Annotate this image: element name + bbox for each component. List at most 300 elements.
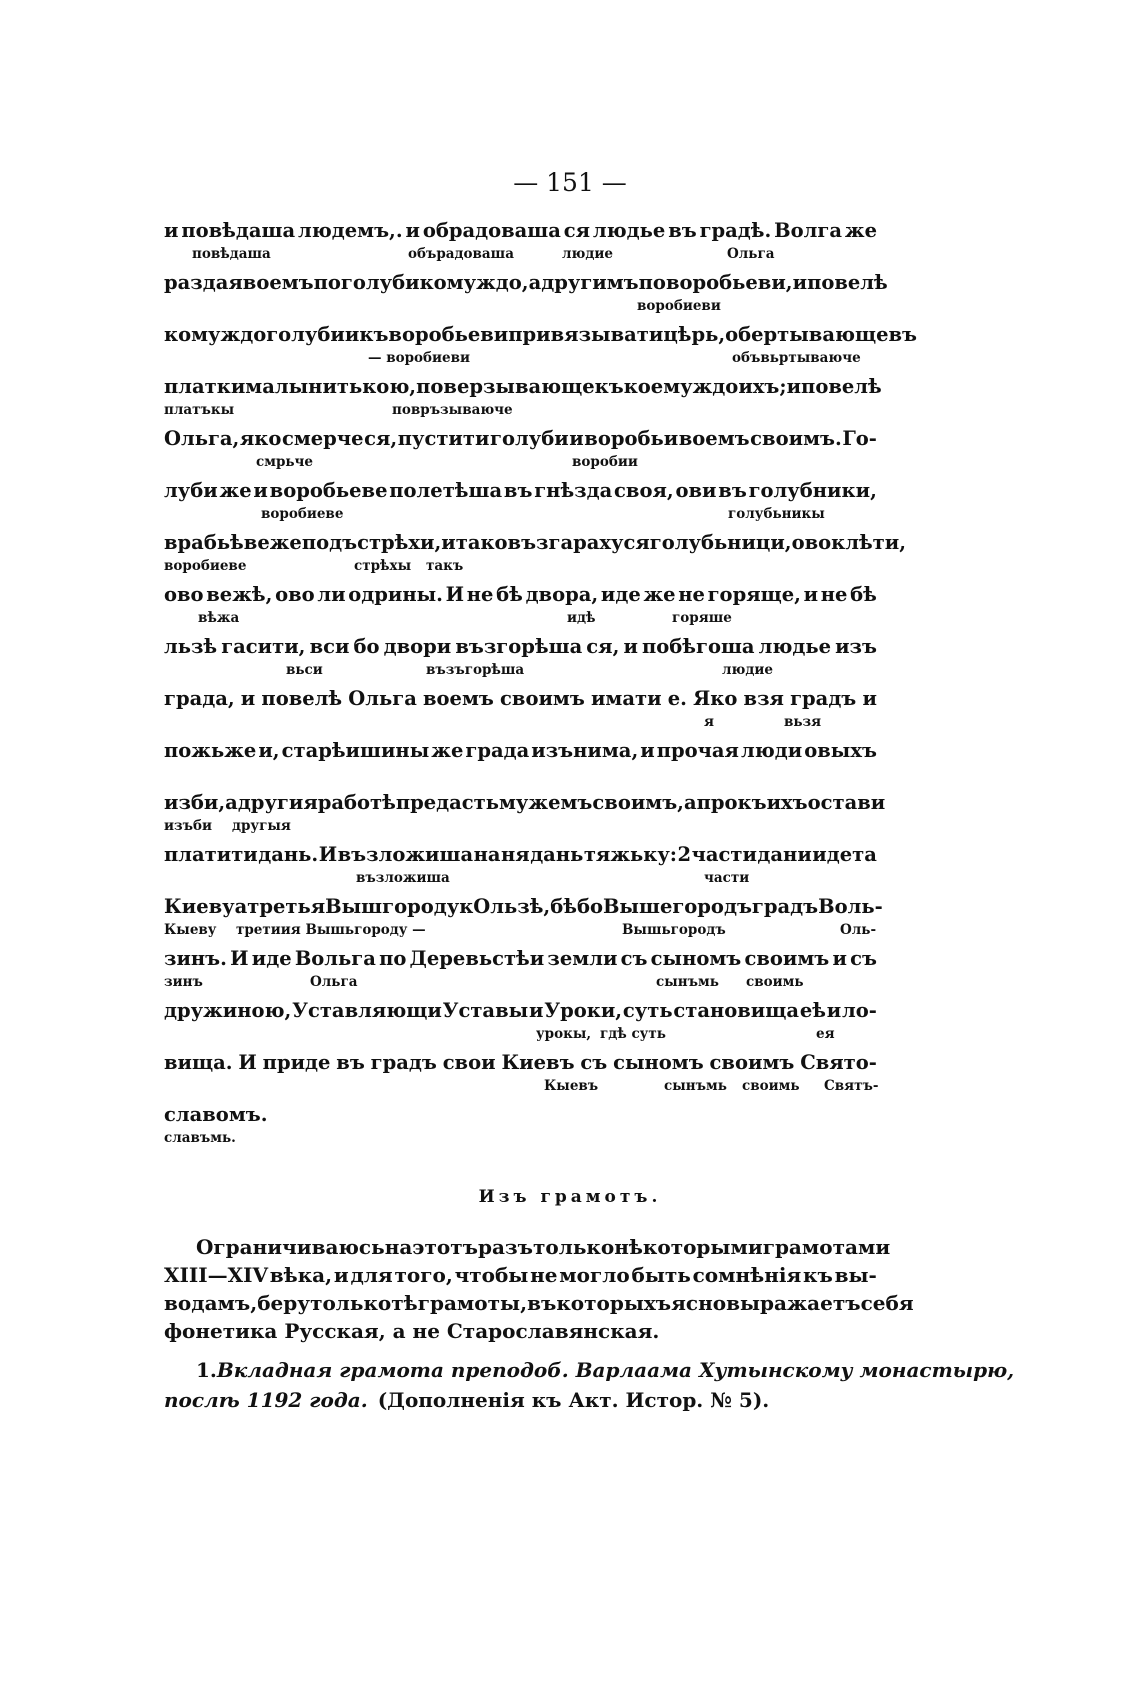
word: и <box>528 999 544 1022</box>
word: к <box>459 895 474 918</box>
word: въ <box>718 479 747 502</box>
word: не <box>820 583 848 606</box>
word: еѣ <box>799 999 826 1022</box>
gloss-line <box>164 972 877 998</box>
word: людье <box>592 219 666 242</box>
gloss-word: зинъ <box>164 974 203 990</box>
paragraph-line <box>164 1261 877 1289</box>
word: для <box>350 1263 393 1287</box>
main-text-line <box>164 998 877 1024</box>
word: льзѣ <box>164 635 218 658</box>
word: людье <box>758 635 832 658</box>
word: ово <box>275 583 315 606</box>
gloss-line <box>164 868 877 894</box>
word: бѣ <box>850 583 877 606</box>
gloss-word: объвьртываюче <box>732 350 861 366</box>
word: комуждо, <box>419 271 529 294</box>
gloss-word: горяше <box>672 610 732 626</box>
main-text-line <box>164 374 882 400</box>
word: Уроки, <box>544 999 623 1022</box>
word: а <box>683 791 697 814</box>
word: тѣ <box>391 1291 418 1315</box>
citation-title-part2: послѣ 1192 года. <box>164 1388 368 1412</box>
word: повелѣ <box>261 687 343 710</box>
word: и <box>253 479 268 502</box>
main-text-line <box>164 530 907 556</box>
gloss-word: стрѣхы <box>354 558 412 574</box>
word: повелѣ <box>801 375 882 398</box>
word: чтобы <box>454 1263 529 1287</box>
word: обрадоваша <box>422 219 561 242</box>
word: къ <box>594 375 624 398</box>
word: и <box>405 219 420 242</box>
gloss-word: своимь <box>742 1078 800 1094</box>
citation-line-1 <box>164 1355 1015 1385</box>
word: сыномъ <box>613 1051 704 1074</box>
word: повѣдаша <box>181 219 296 242</box>
word: людемъ,. <box>297 219 403 242</box>
word: градѣ. <box>699 219 772 242</box>
word: идета <box>812 843 877 866</box>
gloss-word: изъби <box>164 818 213 834</box>
word: старѣишины <box>281 739 430 762</box>
gloss-line <box>164 1128 877 1154</box>
word: своимъ <box>709 1051 795 1074</box>
word: гасити, <box>221 635 306 658</box>
word: вы- <box>834 1263 877 1287</box>
main-text-line <box>164 218 877 244</box>
word: иде <box>251 947 292 970</box>
main-text-line <box>164 478 877 504</box>
word: воробьеви, <box>665 271 793 294</box>
word: по <box>313 271 341 294</box>
word: голубники, <box>748 479 877 502</box>
gloss-word: — воробиеви <box>368 350 471 366</box>
word: клѣти, <box>831 531 907 554</box>
word: къ <box>359 323 389 346</box>
word: пустити <box>397 427 490 450</box>
word: 2 <box>677 843 692 866</box>
word: И <box>238 1051 257 1074</box>
word: Яко <box>693 687 738 710</box>
word: ихъ <box>766 791 808 814</box>
word: въ <box>336 1051 365 1074</box>
gloss-line <box>164 296 877 322</box>
gloss-word: Святъ- <box>824 1078 879 1094</box>
word: только <box>533 1235 615 1259</box>
word: гнѣзда <box>534 479 613 502</box>
word: въ <box>527 1291 557 1315</box>
word: воробьеви <box>388 323 509 346</box>
word: голуби <box>340 271 420 294</box>
word: градъ <box>790 687 857 710</box>
paragraph-line <box>164 1233 891 1261</box>
gloss-line <box>164 1024 877 1050</box>
gloss-word: Кыеву <box>164 922 217 938</box>
word: воемъ <box>423 687 494 710</box>
gloss-line <box>164 608 877 634</box>
word: двора, <box>525 583 599 606</box>
gloss-line <box>164 452 877 478</box>
gloss-word: Ольга <box>310 974 358 990</box>
word: же <box>643 583 676 606</box>
word: въ <box>668 219 697 242</box>
word: бѣ <box>496 583 523 606</box>
word: и <box>623 635 638 658</box>
word: луби <box>164 479 218 502</box>
word: Уставы <box>442 999 529 1022</box>
word: воробьи <box>584 427 679 450</box>
main-text-line <box>164 686 877 712</box>
word: и <box>441 531 456 554</box>
main-text-line <box>164 426 877 452</box>
word: не <box>466 583 494 606</box>
word: и <box>832 947 847 970</box>
citation-line-2 <box>164 1385 877 1415</box>
word: И <box>230 947 249 970</box>
word: И <box>318 843 338 866</box>
word: поверзывающе <box>416 375 595 398</box>
word: раздая <box>164 271 243 294</box>
word: своимъ <box>744 947 830 970</box>
gloss-word: урокы, <box>536 1026 592 1042</box>
word: Го- <box>842 427 877 450</box>
gloss-word: идѣ <box>567 610 596 626</box>
word: Воль- <box>818 895 883 918</box>
main-text-line <box>164 842 877 868</box>
main-text-line <box>164 582 877 608</box>
word: града, <box>164 687 235 710</box>
word: цѣрь, <box>663 323 726 346</box>
word: грамотами <box>762 1235 891 1259</box>
main-text-line: славомъ. <box>164 1103 268 1126</box>
word: малы <box>245 375 309 398</box>
word: горяще, <box>707 583 801 606</box>
word: грамоты, <box>417 1291 528 1315</box>
word: имати <box>590 687 662 710</box>
word: Киевъ <box>501 1051 575 1074</box>
gloss-word: вѣжа <box>198 610 240 626</box>
word: разъ <box>477 1235 534 1259</box>
gloss-word: повѣдаша <box>192 246 271 262</box>
gloss-word: воробии <box>572 454 638 470</box>
word: дань <box>530 843 584 866</box>
page-number: — 151 — <box>513 168 627 197</box>
word: этотъ <box>412 1235 478 1259</box>
word: въ <box>888 323 917 346</box>
gloss-word: вьзя <box>784 714 822 730</box>
word: бо <box>576 895 603 918</box>
word: земли <box>547 947 618 970</box>
word: Ограничиваюсь <box>196 1235 385 1259</box>
word: же <box>431 739 464 762</box>
word: тяжьку: <box>583 843 678 866</box>
word: другимъ <box>541 271 639 294</box>
section-title: Изъ грамотъ. <box>478 1187 662 1207</box>
word: коемуждо <box>623 375 739 398</box>
word: ли <box>317 583 346 606</box>
word: бо <box>353 635 380 658</box>
word: и <box>786 375 802 398</box>
citation <box>164 1355 1015 1415</box>
word: не <box>530 1263 558 1287</box>
word: ло- <box>842 999 877 1022</box>
main-text-line <box>164 634 877 660</box>
gloss-word: възложиша <box>356 870 450 886</box>
gloss-word: Ольга <box>727 246 775 262</box>
word: дружиною, <box>164 999 292 1022</box>
word: своимъ, <box>592 791 684 814</box>
word: съ <box>850 947 877 970</box>
word: прочая <box>656 739 739 762</box>
word: и <box>240 687 256 710</box>
word: люди <box>740 739 803 762</box>
word: градъ <box>751 895 819 918</box>
word: ихъ; <box>738 375 787 398</box>
word: приде <box>262 1051 331 1074</box>
word: третья <box>247 895 326 918</box>
word: а <box>234 895 248 918</box>
word: обертывающе <box>725 323 889 346</box>
gloss-word: воробиеве <box>164 558 247 574</box>
word: а <box>225 791 238 814</box>
gloss-word: людие <box>562 246 613 262</box>
word: воемъ <box>242 271 314 294</box>
word: иде <box>600 583 641 606</box>
word: Киеву <box>164 895 235 918</box>
word: яко <box>239 427 282 450</box>
word: пожьже <box>164 739 257 762</box>
gloss-word: своимь <box>746 974 804 990</box>
word: вѣка, <box>269 1263 333 1287</box>
word: того, <box>394 1263 453 1287</box>
word: ня <box>501 843 530 866</box>
main-text-line <box>164 270 888 296</box>
word: части <box>691 843 757 866</box>
word: изънима, <box>531 739 639 762</box>
word: дань. <box>258 843 319 866</box>
word: и <box>333 1263 349 1287</box>
word: не <box>678 583 705 606</box>
word: овыхъ <box>804 739 877 762</box>
word: выражаетъ <box>726 1291 861 1315</box>
word: сомнѣнія <box>692 1263 802 1287</box>
citation-source: (Дополненія къ Акт. Истор. № 5). <box>377 1388 770 1412</box>
gloss-word: части <box>704 870 750 886</box>
word: побѣгоша <box>642 635 755 658</box>
gloss-word: сынъмь <box>656 974 719 990</box>
word: тако <box>455 531 508 554</box>
word: голубьници, <box>649 531 792 554</box>
word: и <box>164 219 179 242</box>
word: ясно <box>671 1291 727 1315</box>
paragraph-line <box>164 1289 914 1317</box>
word: града <box>465 739 530 762</box>
word: изъ <box>835 635 877 658</box>
word: работѣ <box>317 791 396 814</box>
word: и <box>344 323 360 346</box>
word: Вольга <box>294 947 376 970</box>
word: беру <box>257 1291 311 1315</box>
word: Ольга, <box>164 427 240 450</box>
main-text-line <box>164 894 883 920</box>
word: же <box>219 479 252 502</box>
interlinear-text <box>164 218 917 1154</box>
word: свои <box>442 1051 496 1074</box>
word: которыхъ <box>556 1291 672 1315</box>
word: же <box>269 531 302 554</box>
word: и <box>792 271 808 294</box>
main-text-line <box>164 322 917 348</box>
word: ово <box>164 583 204 606</box>
gloss-word: възъгорѣша <box>426 662 525 678</box>
word: же <box>844 219 877 242</box>
word: възгараху <box>507 531 624 554</box>
word: одрины. <box>348 583 443 606</box>
gloss-line <box>164 244 877 270</box>
word: взя <box>743 687 784 710</box>
gloss-word: гдѣ суть <box>600 1026 666 1042</box>
word: сыномъ <box>650 947 742 970</box>
gloss-word: сынъмь <box>664 1078 727 1094</box>
gloss-word: людие <box>722 662 773 678</box>
word: градъ <box>370 1051 437 1074</box>
word: предасть <box>395 791 499 814</box>
word: Деревьстѣи <box>409 947 545 970</box>
word: съ <box>620 947 648 970</box>
main-text-line <box>164 738 877 764</box>
word: только <box>310 1291 392 1315</box>
intro-paragraph <box>164 1233 914 1345</box>
main-text-line <box>164 790 886 816</box>
gloss-line <box>164 400 877 426</box>
gloss-line <box>164 816 877 842</box>
word: ся, <box>586 635 620 658</box>
gloss-word: ея <box>816 1026 835 1042</box>
word: воемъ <box>678 427 750 450</box>
word: платки <box>164 375 246 398</box>
main-text-line <box>164 946 877 972</box>
word: и <box>569 427 584 450</box>
word: а <box>528 271 542 294</box>
gloss-word: платъкы <box>164 402 235 418</box>
paragraph-line: фонетика Русская, а не Старославянская. <box>164 1319 660 1343</box>
word: остави <box>807 791 886 814</box>
word: врабьѣве <box>164 531 270 554</box>
gloss-line <box>164 504 877 530</box>
word: мужемъ <box>498 791 593 814</box>
word: комуждо <box>164 323 267 346</box>
word: водамъ, <box>164 1291 258 1315</box>
word: своимъ. <box>750 427 842 450</box>
word: ся, <box>364 427 398 450</box>
word: своимъ <box>500 687 585 710</box>
word: двори <box>383 635 452 658</box>
gloss-line <box>164 660 877 686</box>
word: привязывати <box>508 323 664 346</box>
citation-title-part1: Вкладная грамота преподоб. Варлаама Хутынскому монастырю, <box>216 1358 1015 1382</box>
word: и <box>803 583 819 606</box>
gloss-word: Кыевъ <box>544 1078 599 1094</box>
word: подъ <box>301 531 358 554</box>
word: платити <box>164 843 258 866</box>
word: възложиша <box>337 843 474 866</box>
word: нитькою, <box>308 375 417 398</box>
word: вища. <box>164 1051 233 1074</box>
word: Уставляющи <box>292 999 442 1022</box>
word: на <box>384 1235 413 1259</box>
word: изби, <box>164 791 226 814</box>
citation-number: 1. <box>196 1358 217 1382</box>
word: вси <box>309 635 350 658</box>
word: и <box>640 739 655 762</box>
word: голуби <box>266 323 345 346</box>
gloss-line <box>164 920 877 946</box>
word: XIII—XIV <box>164 1263 268 1287</box>
word: Вышегородъ <box>602 895 752 918</box>
word: и <box>862 687 877 710</box>
word: И <box>445 583 465 606</box>
gloss-line <box>164 764 877 790</box>
word: въ <box>503 479 533 502</box>
word: себя <box>860 1291 914 1315</box>
gloss-word: повръзываюче <box>392 402 513 418</box>
word: вежѣ, <box>206 583 273 606</box>
gloss-word: воробиеви <box>637 298 721 314</box>
gloss-line <box>164 556 877 582</box>
gloss-line <box>164 1076 877 1102</box>
gloss-line <box>164 348 877 374</box>
word: Ользѣ, <box>473 895 551 918</box>
word: бѣ <box>550 895 577 918</box>
word: своя, <box>614 479 674 502</box>
word: ови <box>675 479 717 502</box>
word: е. <box>667 687 687 710</box>
gloss-word: другыя <box>232 818 291 834</box>
word: ово <box>791 531 832 554</box>
word: смерче <box>281 427 364 450</box>
word: дани <box>757 843 812 866</box>
word: Волга <box>774 219 842 242</box>
word: възгорѣша <box>455 635 583 658</box>
word: по <box>379 947 407 970</box>
word: съ <box>580 1051 608 1074</box>
gloss-word: обърадоваша <box>408 246 514 262</box>
gloss-word: вьси <box>286 662 323 678</box>
word: на <box>473 843 501 866</box>
word: и <box>826 999 842 1022</box>
word: по <box>638 271 666 294</box>
word: становища <box>673 999 800 1022</box>
word: ся <box>623 531 650 554</box>
gloss-line <box>164 712 877 738</box>
word: прокъ <box>696 791 767 814</box>
word: воробьеве <box>269 479 388 502</box>
word: Ольга <box>348 687 417 710</box>
gloss-word: воробиеве <box>261 506 344 522</box>
gloss-word: Оль- <box>840 922 877 938</box>
gloss-word: смрьче <box>256 454 314 470</box>
word: ся <box>563 219 591 242</box>
gloss-word: Вышьгородъ <box>622 922 726 938</box>
word: и, <box>258 739 280 762</box>
word: могло <box>559 1263 630 1287</box>
word: зинъ. <box>164 947 227 970</box>
gloss-word: славъмь. <box>164 1130 236 1146</box>
word: нѣкоторыми <box>614 1235 763 1259</box>
gloss-word: такъ <box>426 558 464 574</box>
gloss-word: я <box>704 714 714 730</box>
